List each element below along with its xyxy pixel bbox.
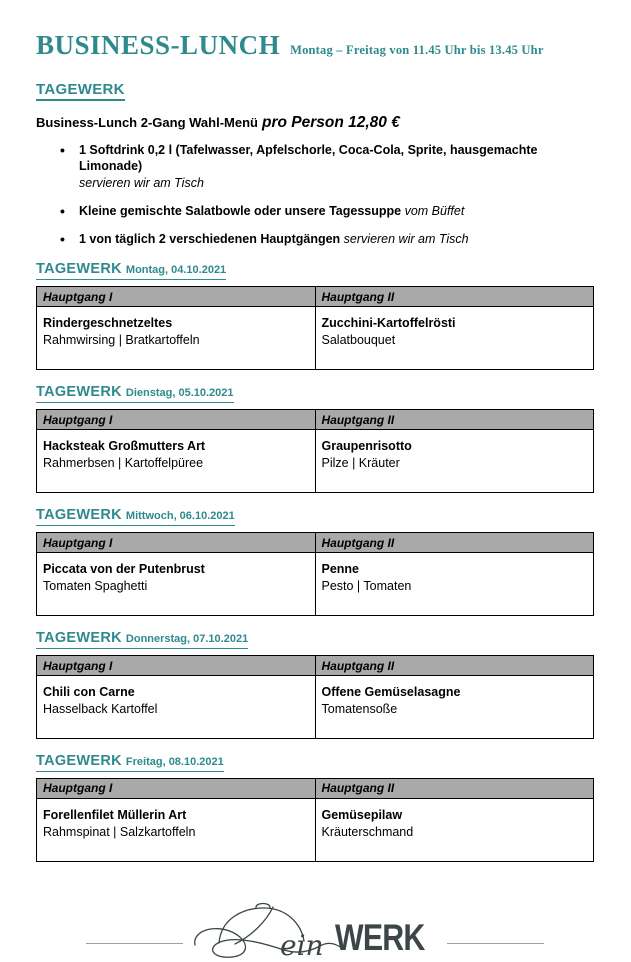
day-heading-label: TAGEWERK xyxy=(36,507,122,524)
day-heading-label: TAGEWERK xyxy=(36,384,122,401)
column-header-hauptgang-1: Hauptgang I xyxy=(37,287,316,307)
column-header-hauptgang-2: Hauptgang II xyxy=(315,656,594,676)
list-item xyxy=(60,203,594,219)
column-header-hauptgang-1: Hauptgang I xyxy=(37,778,316,798)
column-header-hauptgang-2: Hauptgang II xyxy=(315,533,594,553)
logo-script-text: ein xyxy=(280,928,325,962)
dish-side: Pesto | Tomaten xyxy=(321,578,412,593)
dish-cell xyxy=(37,430,316,493)
bullet-main-text: Kleine gemischte Salatbowle oder unsere Tagessuppe xyxy=(79,203,402,218)
dish-side: Rahmerbsen | Kartoffelpüree xyxy=(43,456,204,470)
day-heading-date: Dienstag, 05.10.2021 xyxy=(125,387,234,400)
column-header-hauptgang-2: Hauptgang II xyxy=(315,287,594,307)
menu-table xyxy=(36,532,594,616)
dish-cell xyxy=(37,553,316,616)
day-heading xyxy=(36,752,224,772)
menu-label: Business-Lunch 2-Gang Wahl-Menü xyxy=(36,115,258,130)
dish-cell xyxy=(37,307,316,370)
logo-rule-left xyxy=(86,943,183,944)
footer-logo-row xyxy=(36,900,594,962)
menu-table xyxy=(36,655,594,739)
list-item xyxy=(60,142,594,191)
menu-price: pro Person 12,80 € xyxy=(261,114,400,131)
menu-intro-line xyxy=(36,114,594,132)
dish-side: Tomatensoße xyxy=(321,701,398,716)
column-header-hauptgang-2: Hauptgang II xyxy=(315,778,594,798)
bullet-note: servieren wir am Tisch xyxy=(343,232,469,246)
bullet-note: servieren wir am Tisch xyxy=(79,175,204,190)
day-heading-date: Donnerstag, 07.10.2021 xyxy=(125,633,249,646)
day-section-thursday xyxy=(36,629,594,739)
page-title: BUSINESS-LUNCH xyxy=(36,30,281,60)
dish-side: Rahmwirsing | Bratkartoffeln xyxy=(43,333,200,348)
day-heading-date: Mittwoch, 06.10.2021 xyxy=(125,510,235,523)
dish-cell xyxy=(315,430,594,493)
dish-title: Rindergeschnetzeltes xyxy=(43,316,173,331)
dish-cell xyxy=(37,676,316,739)
day-section-wednesday xyxy=(36,506,594,616)
day-heading xyxy=(36,629,248,649)
day-section-friday xyxy=(36,752,594,862)
dish-title: Graupenrisotto xyxy=(321,439,412,454)
document-header xyxy=(36,30,594,61)
day-section-monday xyxy=(36,260,594,370)
dish-side: Salatbouquet xyxy=(321,333,396,348)
day-heading xyxy=(36,506,235,526)
day-heading-date: Montag, 04.10.2021 xyxy=(125,264,227,277)
day-heading-label: TAGEWERK xyxy=(36,261,122,278)
dish-title: Chili con Carne xyxy=(43,685,135,699)
dish-title: Gemüsepilaw xyxy=(321,807,403,822)
menu-table xyxy=(36,286,594,370)
dish-cell xyxy=(315,553,594,616)
dish-side: Pilze | Kräuter xyxy=(321,456,400,470)
bullet-main-text: 1 Softdrink 0,2 l (Tafelwasser, Apfelschorle, Coca-Cola, Sprite, hausgemachte Limonade) xyxy=(79,143,538,174)
day-section-tuesday xyxy=(36,383,594,493)
dish-cell xyxy=(37,798,316,861)
dish-side: Rahmspinat | Salzkartoffeln xyxy=(43,824,196,839)
dish-title: Forellenfilet Müllerin Art xyxy=(43,807,187,822)
dish-title: Piccata von der Putenbrust xyxy=(43,562,205,577)
dish-side: Kräuterschmand xyxy=(321,824,414,839)
bullet-main-text: 1 von täglich 2 verschiedenen Hauptgängen xyxy=(79,232,341,246)
bullet-note: vom Büffet xyxy=(404,203,465,218)
page-subtitle: Montag – Freitag von 11.45 Uhr bis 13.45 Uhr xyxy=(290,43,544,57)
column-header-hauptgang-1: Hauptgang I xyxy=(37,533,316,553)
logo-wordmark: WERK xyxy=(335,916,425,958)
menu-table xyxy=(36,409,594,493)
dish-cell xyxy=(315,676,594,739)
dish-title: Hacksteak Großmutters Art xyxy=(43,439,206,454)
menu-table xyxy=(36,778,594,862)
day-heading-date: Freitag, 08.10.2021 xyxy=(125,756,224,768)
logo-rule-right xyxy=(447,943,544,944)
column-header-hauptgang-1: Hauptgang I xyxy=(37,656,316,676)
day-heading-label: TAGEWERK xyxy=(36,630,122,647)
day-heading-label: TAGEWERK xyxy=(36,753,122,769)
dish-title: Penne xyxy=(321,562,360,577)
dish-side: Tomaten Spaghetti xyxy=(43,578,148,593)
day-heading xyxy=(36,260,226,280)
dish-cell xyxy=(315,798,594,861)
dish-side: Hasselback Kartoffel xyxy=(43,701,158,716)
column-header-hauptgang-2: Hauptgang II xyxy=(315,410,594,430)
cloche-icon xyxy=(185,900,353,962)
dish-title: Zucchini-Kartoffelrösti xyxy=(321,316,456,331)
feinwerk-logo xyxy=(185,900,444,962)
dish-title: Offene Gemüselasagne xyxy=(321,685,461,699)
included-items-list xyxy=(36,142,594,247)
column-header-hauptgang-1: Hauptgang I xyxy=(37,410,316,430)
list-item xyxy=(60,231,594,247)
day-heading xyxy=(36,383,234,403)
dish-cell xyxy=(315,307,594,370)
tagewerk-heading: TAGEWERK xyxy=(36,81,125,101)
